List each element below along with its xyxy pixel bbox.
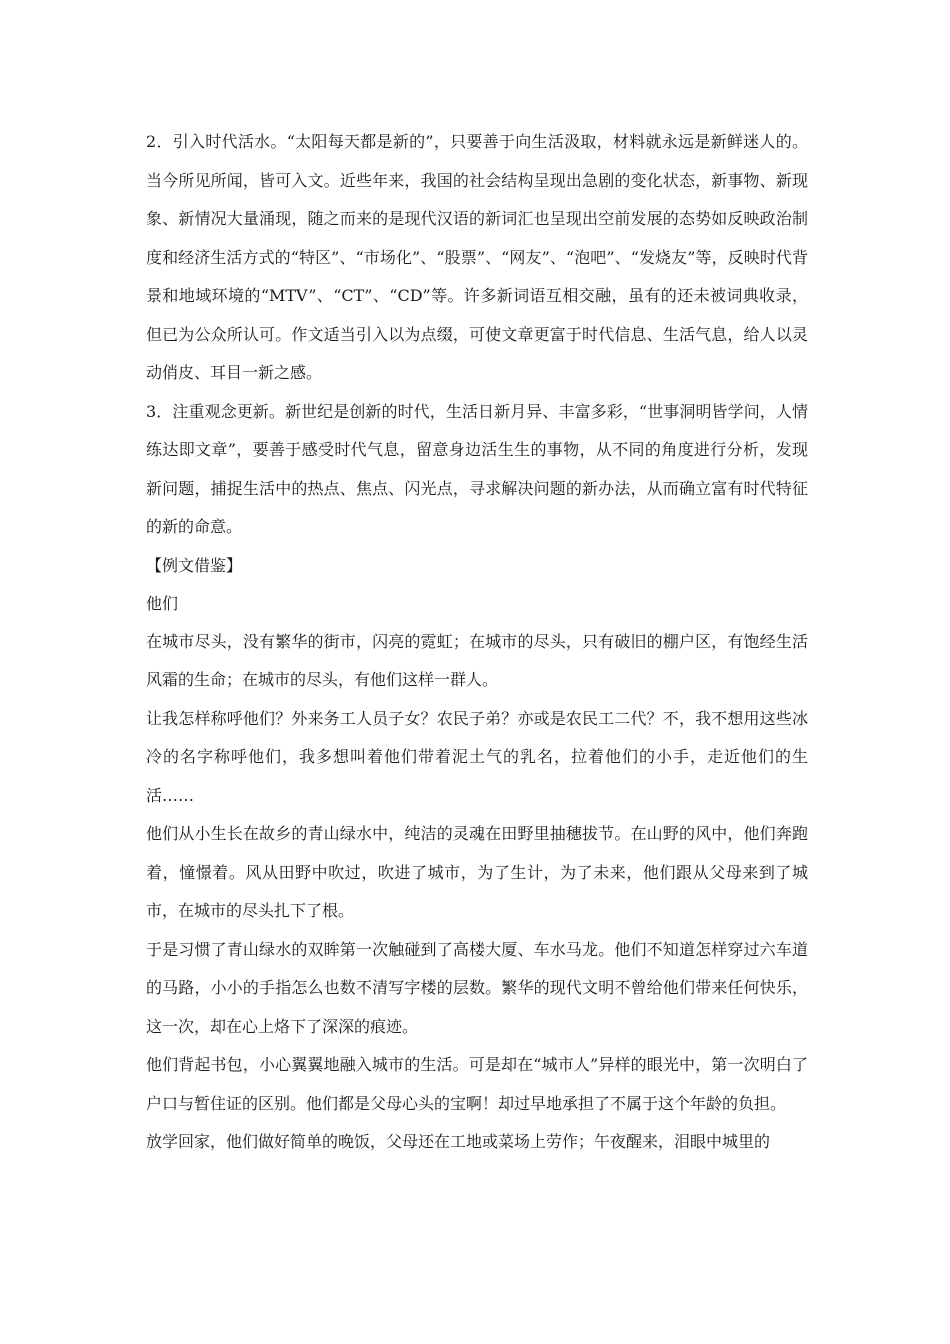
essay-paragraph: 在城市尽头，没有繁华的街市，闪亮的霓虹；在城市的尽头，只有破旧的棚户区，有饱经生活风霜的生命；在城市的尽头，有他们这样一群人。 [146,631,808,689]
essay-paragraph: 他们背起书包，小心翼翼地融入城市的生活。可是却在“城市人”异样的眼光中，第一次明白了户口与暂住证的区别。他们都是父母心头的宝啊！却过早地承担了不属于这个年龄的负担。 [146,1055,808,1113]
document-body [146,123,808,1162]
essay-paragraph: 于是习惯了青山绿水的双眸第一次触碰到了高楼大厦、车水马龙。他们不知道怎样穿过六车道的马路，小小的手指怎么也数不清写字楼的层数。繁华的现代文明不曾给他们带来任何快乐，这一次，却在心上烙下了深深的痕迹。 [146,939,808,1036]
essay-paragraph: 让我怎样称呼他们？外来务工人员子女？农民子弟？亦或是农民工二代？不，我不想用这些冰冷的名字称呼他们，我多想叫着他们带着泥土气的乳名，拉着他们的小手，走近他们的生活…… [146,708,808,805]
essay-paragraph: 放学回家，他们做好简单的晚饭，父母还在工地或菜场上劳作；午夜醒来，泪眼中城里的 [146,1132,771,1151]
essay-paragraph: 他们从小生长在故乡的青山绿水中，纯洁的灵魂在田野里抽穗拔节。在山野的风中，他们奔跑着，憧憬着。风从田野中吹过，吹进了城市，为了生计，为了未来，他们跟从父母来到了城市，在城市的尽头扎下了根。 [146,824,808,920]
paragraph-new-vocabulary: 2．引入时代活水。“太阳每天都是新的”，只要善于向生活汲取，材料就永远是新鲜迷人的。当今所见所闻，皆可入文。近些年来，我国的社会结构呈现出急剧的变化状态，新事物、新现象、新情况大量涌现，随之而来的是现代汉语的新词汇也呈现出空前发展的态势如反映政治制度和经济生活方式的“特区”、“市场化”、“股票”、“网友”、“泡吧”、“发烧友”等，反映时代背景和地域环境的“MTV”、“CT”、“CD”等。许多新词语互相交融，虽有的还未被词典收录，但已为公众所认可。作文适当引入以为点缀，可使文章更富于时代信息、生活气息，给人以灵动俏皮、耳目一新之感。 [146,132,808,382]
paragraph-new-concepts: 3．注重观念更新。新世纪是创新的时代，生活日新月异、丰富多彩，“世事洞明皆学问，人情练达即文章”，要善于感受时代气息，留意身边活生生的事物，从不同的角度进行分析，发现新问题，捕捉生活中的热点、焦点、闪光点，寻求解决问题的新办法，从而确立富有时代特征的新的命意。 [146,401,808,536]
section-heading: 【例文借鉴】 [146,555,243,575]
essay-title: 他们 [146,593,179,613]
